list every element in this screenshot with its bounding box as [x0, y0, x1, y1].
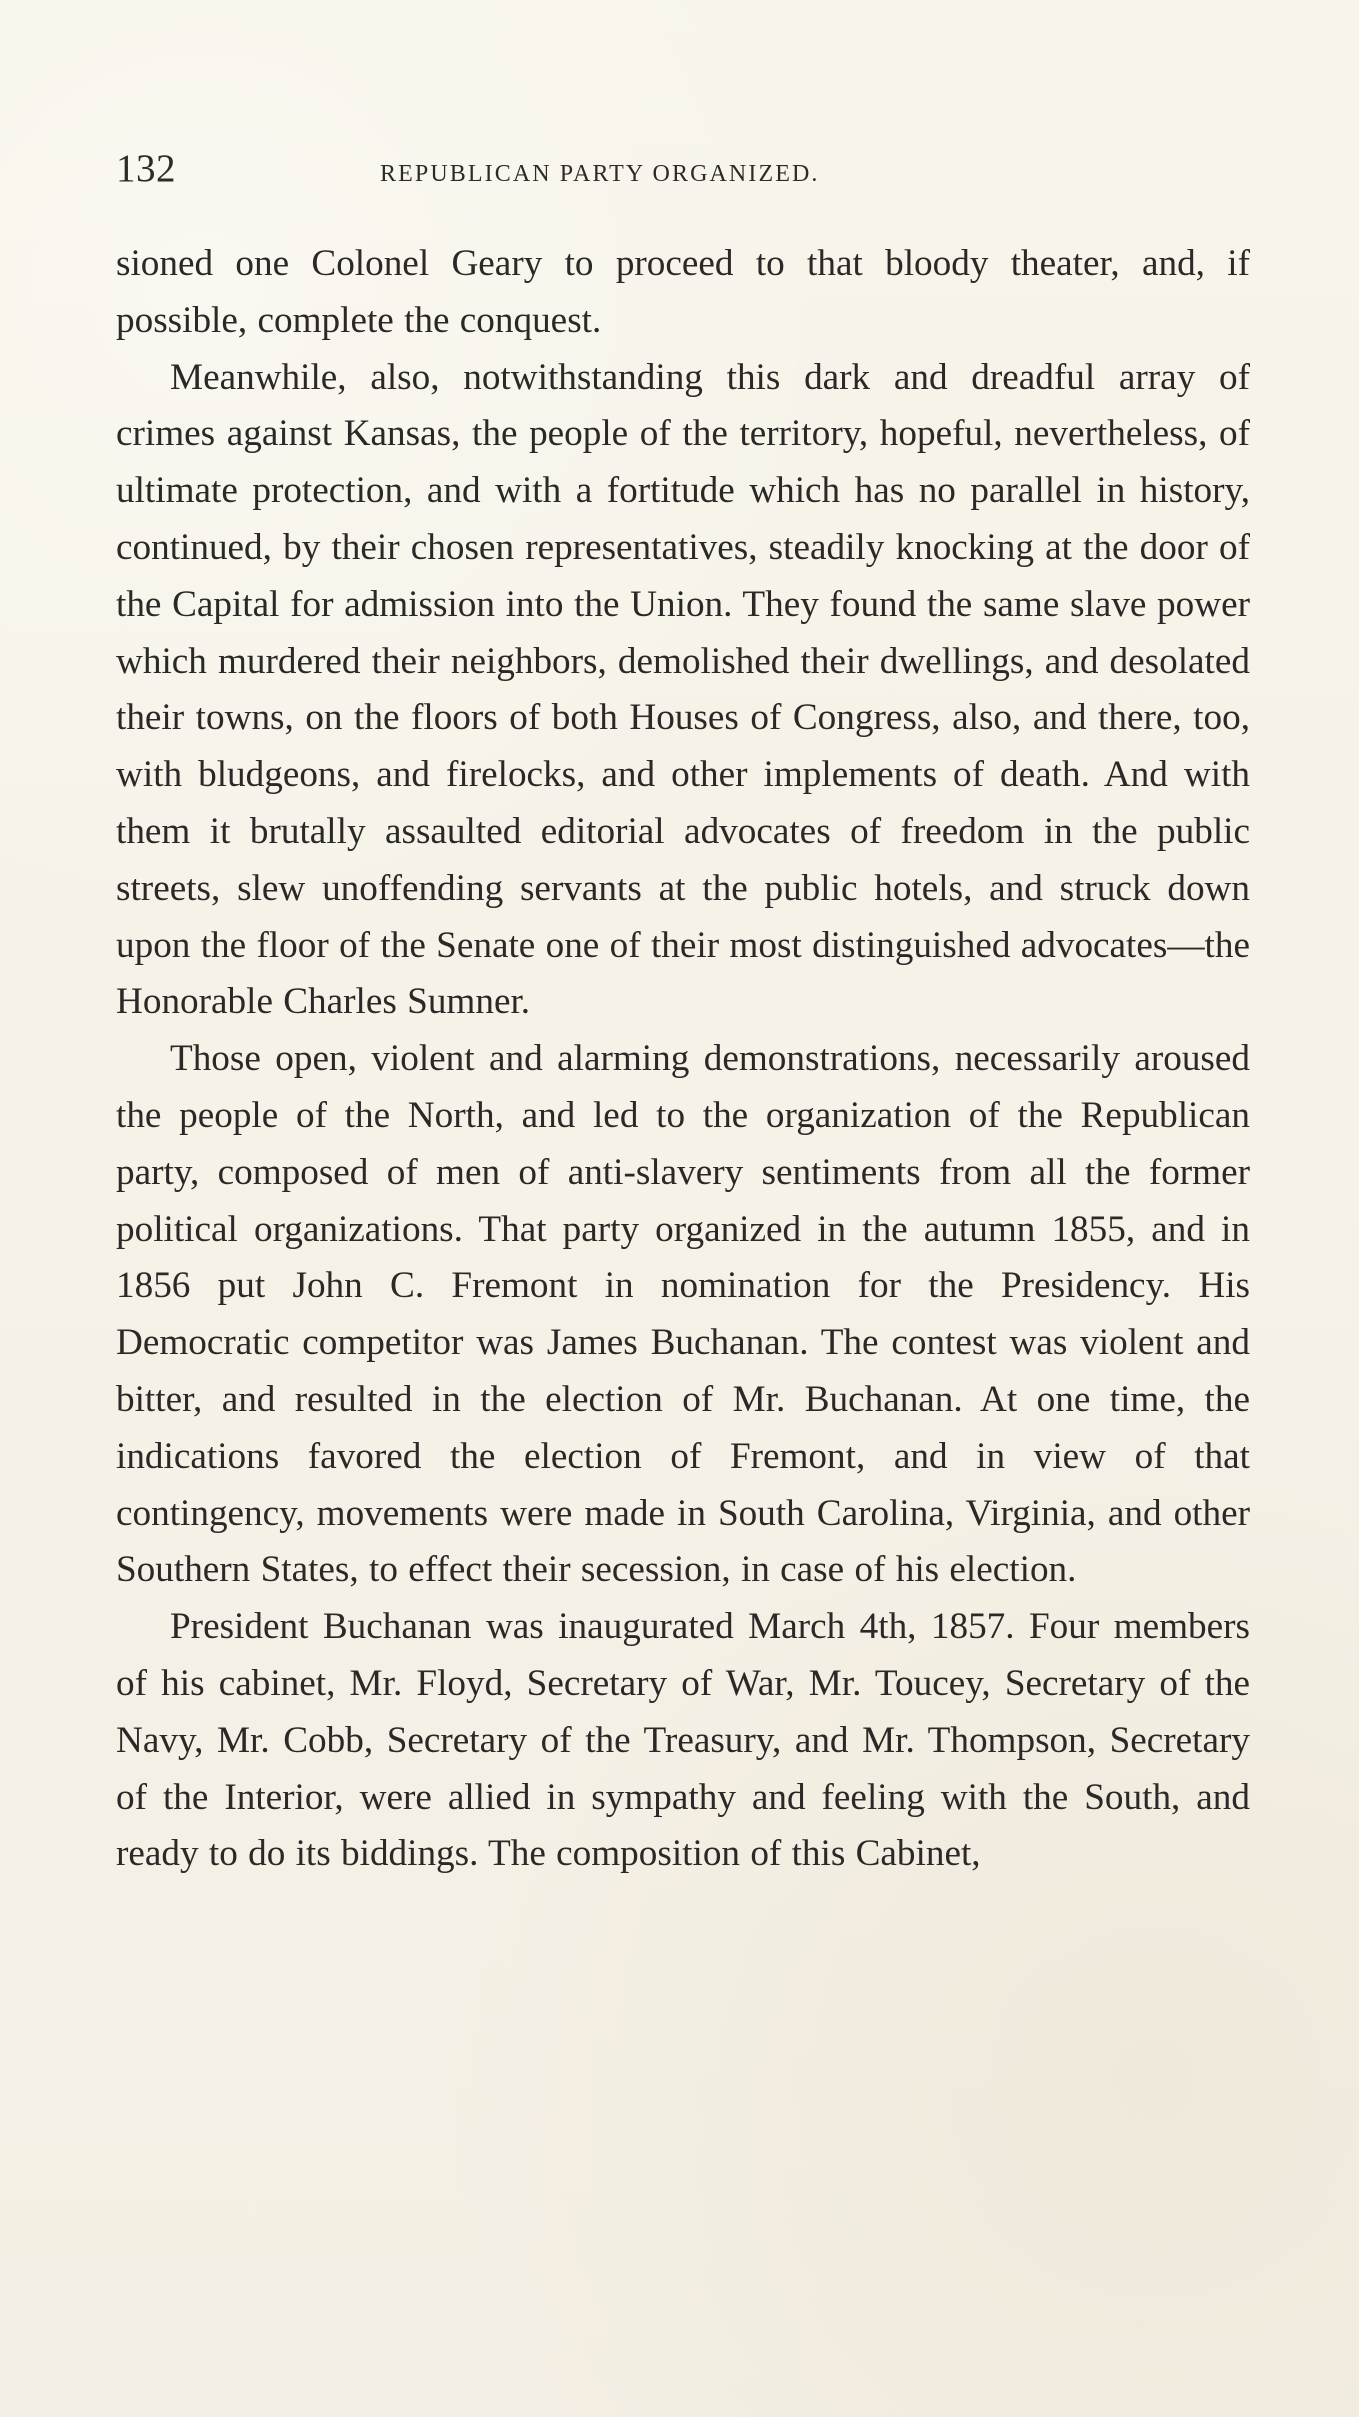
page-number: 132 — [116, 147, 176, 190]
paragraph-4: President Buchanan was inaugurated March 4th, 1857. Four members of his cabinet, Mr. Floyd, Secretary of War, Mr. Toucey, Secretary of the Navy, Mr. Cobb, Secretary of the Treasury, and Mr. Thompson, Secretary of the Interior, were allied in sympathy and feeling with the South, and ready to do its biddings. The composition of this Cabinet, — [116, 1606, 1250, 1875]
running-header — [116, 146, 1250, 206]
paragraph-3: Those open, violent and alarming demonstrations, necessarily aroused the people of the North, and led to the organization of the Republican party, composed of men of anti-slavery sentiments from all the former political organizations. That party organized in the autumn 1855, and in 1856 put John C. Fremont in nomination for the Presidency. His Democratic competitor was James Buchanan. The contest was violent and bitter, and resulted in the election of Mr. Buchanan. At one time, the indications favored the election of Fremont, and in view of that contingency, movements were made in South Carolina, Virginia, and other Southern States, to effect their secession, in case of his election. — [116, 1038, 1250, 1591]
running-title: REPUBLICAN PARTY ORGANIZED. — [380, 161, 820, 187]
page-body-text — [116, 236, 1250, 1883]
paragraph-2: Meanwhile, also, notwithstanding this dark and dreadful array of crimes against Kansas, the people of the territory, hopeful, nevertheless, of ultimate protection, and with a fortitude which has no parallel in history, continued, by their chosen representatives, steadily knocking at the door of the Capital for admission into the Union. They found the same slave power which murdered their neighbors, demolished their dwellings, and desolated their towns, on the floors of both Houses of Congress, also, and there, too, with bludgeons, and firelocks, and other implements of death. And with them it brutally assaulted editorial advocates of freedom in the public streets, slew unoffending servants at the public hotels, and struck down upon the floor of the Senate one of their most distinguished advocates—the Honorable Charles Sumner. — [116, 356, 1250, 1023]
paragraph-1: sioned one Colonel Geary to proceed to that bloody theater, and, if possible, complete the conquest. — [116, 243, 1250, 341]
